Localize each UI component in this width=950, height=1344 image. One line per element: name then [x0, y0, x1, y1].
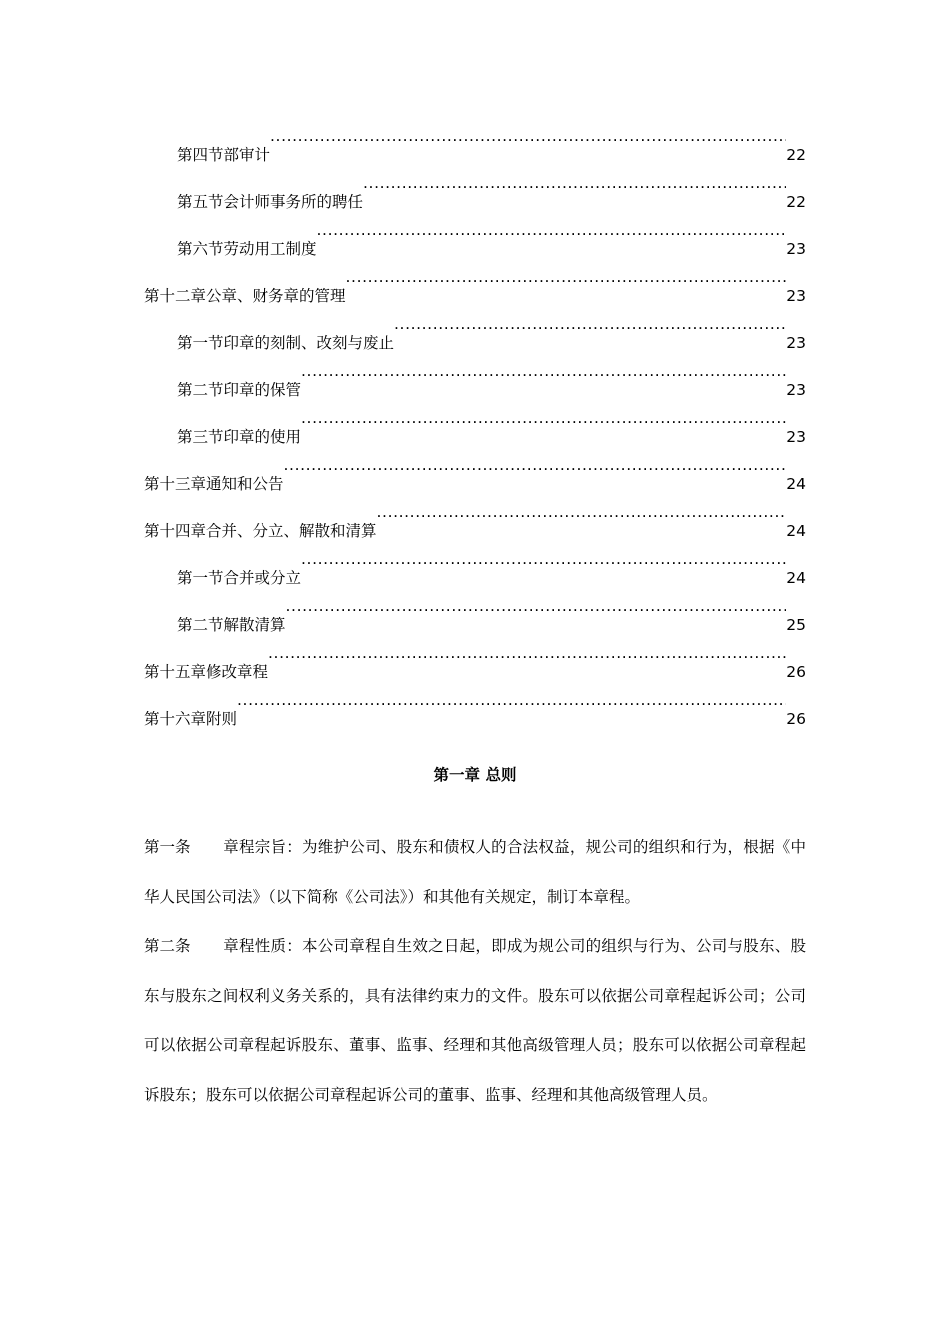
toc-entry-title: 第二节印章的保管: [177, 381, 302, 399]
toc-entry-page: 23: [786, 381, 806, 399]
toc-entry-title: 第十二章公章、财务章的管理: [144, 287, 346, 305]
toc-dot-leader: [377, 489, 787, 536]
toc-dot-leader: [346, 254, 787, 301]
toc-entry-title: 第十四章合并、分立、解散和清算: [144, 522, 377, 540]
toc-entry-page: 26: [786, 663, 806, 681]
toc-entry-page: 24: [786, 475, 806, 493]
toc-dot-leader: [284, 442, 787, 489]
toc-entry[interactable]: [144, 677, 806, 728]
toc-entry-page: 23: [786, 428, 806, 446]
toc-entry-page: 23: [786, 287, 806, 305]
toc-entry-title: 第六节劳动用工制度: [177, 240, 317, 258]
toc-entry-page: 26: [786, 710, 806, 728]
table-of-contents: [144, 113, 806, 728]
toc-dot-leader: [301, 536, 786, 583]
articles-body: [144, 823, 806, 1120]
toc-dot-leader: [301, 348, 786, 395]
article-paragraph: [144, 922, 806, 1120]
toc-entry-title: 第二节解散清算: [177, 616, 286, 634]
toc-entry[interactable]: [144, 113, 806, 164]
article-number: 第二条: [144, 937, 191, 955]
toc-dot-leader: [268, 630, 786, 677]
toc-dot-leader: [237, 677, 786, 724]
toc-dot-leader: [270, 113, 786, 160]
toc-dot-leader: [363, 160, 786, 207]
article-text: 章程宗旨：为维护公司、股东和债权人的合法权益，规公司的组织和行为，根据《中华人民国公司法》（以下简称《公司法》）和其他有关规定，制订本章程。: [144, 838, 806, 906]
article-number: 第一条: [144, 838, 191, 856]
toc-entry-page: 24: [786, 522, 806, 540]
toc-entry-page: 24: [786, 569, 806, 587]
toc-entry-page: 23: [786, 240, 806, 258]
article-paragraph: [144, 823, 806, 922]
toc-entry-title: 第十六章附则: [144, 710, 238, 728]
toc-entry-title: 第一节合并或分立: [177, 569, 302, 587]
toc-entry-page: 23: [786, 334, 806, 352]
toc-entry-title: 第一节印章的刻制、改刻与废止: [177, 334, 395, 352]
toc-entry-title: 第十五章修改章程: [144, 663, 269, 681]
toc-dot-leader: [301, 395, 786, 442]
toc-entry-page: 25: [786, 616, 806, 634]
toc-dot-leader: [317, 207, 787, 254]
toc-entry-page: 22: [786, 146, 806, 164]
toc-entry-page: 22: [786, 193, 806, 211]
toc-dot-leader: [286, 583, 787, 630]
article-text: 章程性质：本公司章程自生效之日起，即成为规公司的组织与行为、公司与股东、股东与股东之间权利义务关系的，具有法律约束力的文件。股东可以依据公司章程起诉公司；公司可以依据公司章程起诉股东、董事、监事、经理和其他高级管理人员；股东可以依据公司章程起诉股东；股东可以依据公司章程起诉公司的董事、监事、经理和其他高级管理人员。: [144, 937, 806, 1104]
toc-entry-title: 第三节印章的使用: [177, 428, 302, 446]
toc-dot-leader: [394, 301, 786, 348]
toc-entry-title: 第十三章通知和公告: [144, 475, 284, 493]
toc-entry-title: 第五节会计师事务所的聘任: [177, 193, 364, 211]
chapter-heading: 第一章 总则: [433, 766, 517, 784]
toc-entry-title: 第四节部审计: [177, 146, 271, 164]
